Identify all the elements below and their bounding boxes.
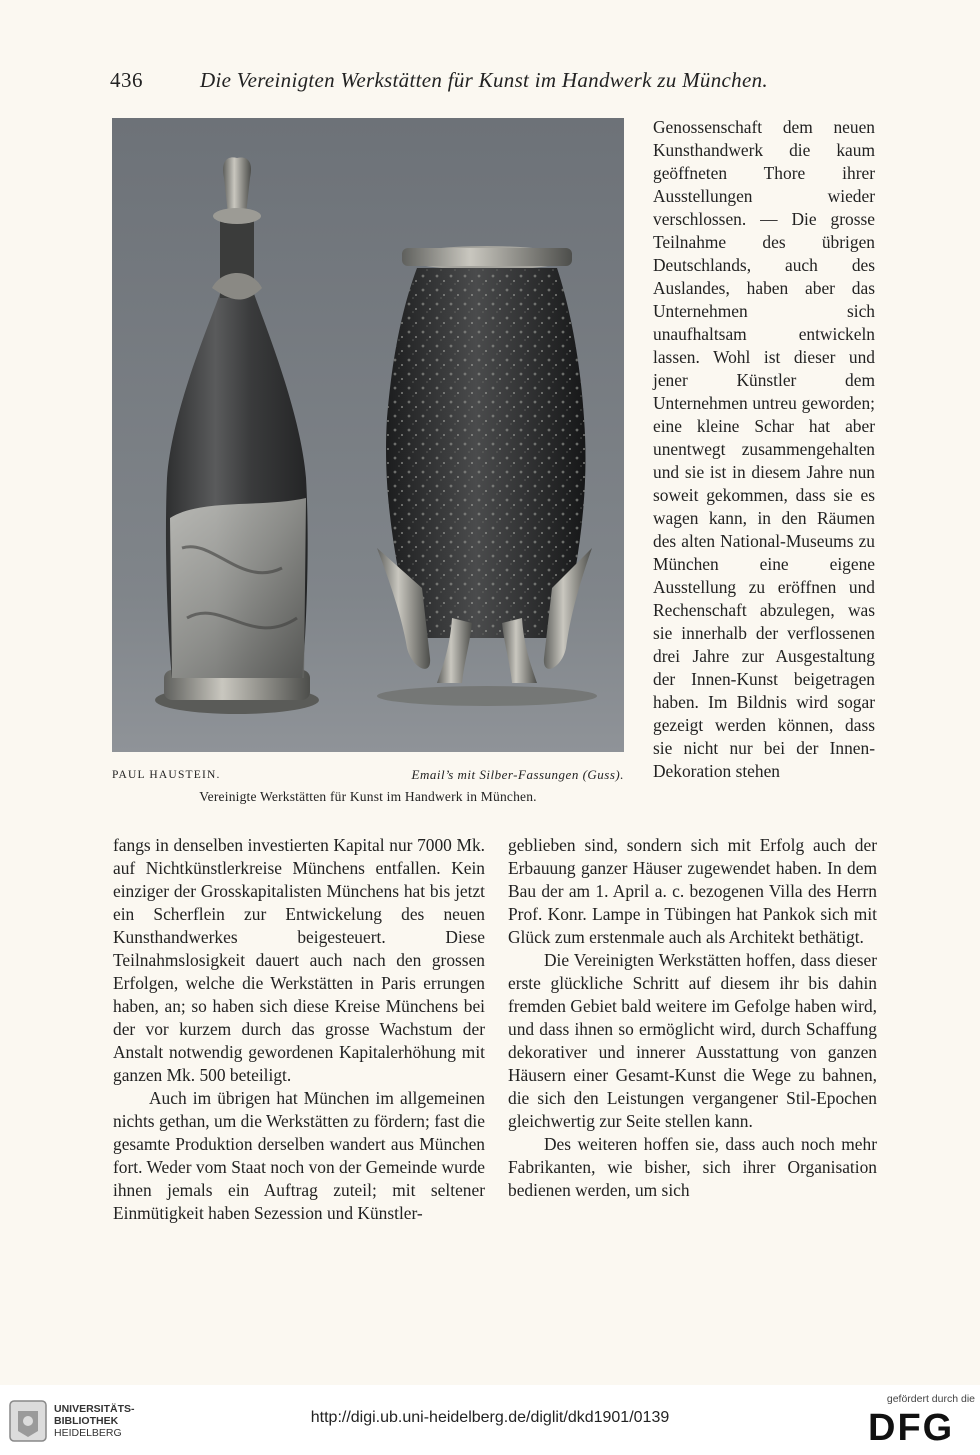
caption-artist: PAUL HAUSTEIN. (112, 769, 221, 781)
running-title: Die Vereinigten Werkstätten für Kunst im Handwerk zu München. (200, 68, 768, 92)
document-url-link[interactable]: http://digi.ub.uni-heidelberg.de/diglit/dkd1901/0139 (310, 1409, 670, 1426)
text-column-left (113, 834, 485, 1225)
paragraph: Auch im übrigen hat München im allgemeinen nichts gethan, um die Werkstätten zu fördern; fast die gesamte Produktion derselben wandert aus München fort. Weder vom Staat noch von der Gemeinde wurde ihnen jemals ein Auftrag zuteil; mit seltener Einmütigkeit haben Sezession und Künstler- (113, 1088, 485, 1223)
paragraph: fangs in denselben investierten Kapital nur 7000 Mk. auf Nichtkünstlerkreise Münchens entfallen. Kein einziger der Grosskapitalisten Münchens hat bis jetzt ein Scherflein zur Entwickelung des neuen Kunsthandwerkes beigesteuert. Diese Teilnahmslosigkeit dauert auch nach den grossen Erfolgen, welche die Werkstätten in Paris errungen haben, an; so haben sich diese Kreise Münchens bei der vor kurzem durch das grosse Wachstum der Anstalt notwendig gewordenen Kapitalerhöhung mit ganzen Mk. 500 beteiligt. (113, 835, 485, 1085)
caption-title: Email’s mit Silber-Fassungen (Guss). (411, 767, 624, 782)
caption-credit: Vereinigte Werkstätten für Kunst im Handwerk in München. (199, 789, 537, 804)
text-column-right-top (653, 116, 875, 783)
institution-name: UNIVERSITÄTS- BIBLIOTHEK HEIDELBERG (54, 1403, 135, 1439)
viewer-footer (0, 1385, 980, 1455)
photo-vases (112, 118, 624, 752)
running-head (110, 66, 880, 96)
sponsor-text: gefördert durch die (886, 1393, 975, 1405)
dfg-logo: DFG (868, 1407, 955, 1449)
paragraph: Die Vereinigten Werkstätten hoffen, dass dieser erste glückliche Schritt auf diesem ihr bis dahin fremden Gebiet bald weitere im Gefolge haben wird, und dass ihnen so ermöglicht wird, durch Schaffung dekorativer und innerer Ausstattung von ganzen Häusern einer Gesamt-Kunst die Wege zu bahnen, die sich den Leistungen vergangener Stil-Epochen gleichwertig zur Seite stellen kann. (508, 950, 877, 1131)
paragraph: Des weiteren hoffen sie, dass auch noch mehr Fabrikanten, wie bisher, sich ihrer Organisation bedienen werden, um sich (508, 1134, 877, 1200)
paragraph: Genossenschaft dem neuen Kunsthandwerk die kaum geöffneten Thore ihrer Ausstellungen wieder verschlossen. — Die grosse Teilnahme des übrigen Deutschlands, auch des Auslandes, haben aber das Unternehmen sich unaufhaltsam entwickeln lassen. Wohl ist dieser und jener Künstler dem Unternehmen untreu geworden; eine kleine Schar hat aber unentwegt zusammengehalten und sie ist in diesem Jahre nun soweit gekommen, dass sie es wagen kann, in den Räumen des alten National-Museums zu München eine eigene Ausstellung zu eröffnen und Rechenschaft abzulegen, was sie innerhalb der verflossenen drei Jahre zur Ausgestaltung der Innen-Kunst beigetragen haben. Im Bildnis wird sogar gezeigt werden können, dass sie nicht nur bei der Innen-Dekoration stehen (653, 117, 875, 781)
vases-illustration (112, 118, 624, 752)
page-number: 436 (110, 68, 143, 92)
text-column-right (508, 834, 877, 1202)
paragraph: geblieben sind, sondern sich mit Erfolg auch der Erbauung ganzer Häuser zugewendet haben. In dem Bau der am 1. April a. c. bezogenen Villa des Herrn Prof. Konr. Lampe in Tübingen hat Pankok sich mit Glück zum erstenmale auch als Architekt bethätigt. (508, 835, 877, 947)
